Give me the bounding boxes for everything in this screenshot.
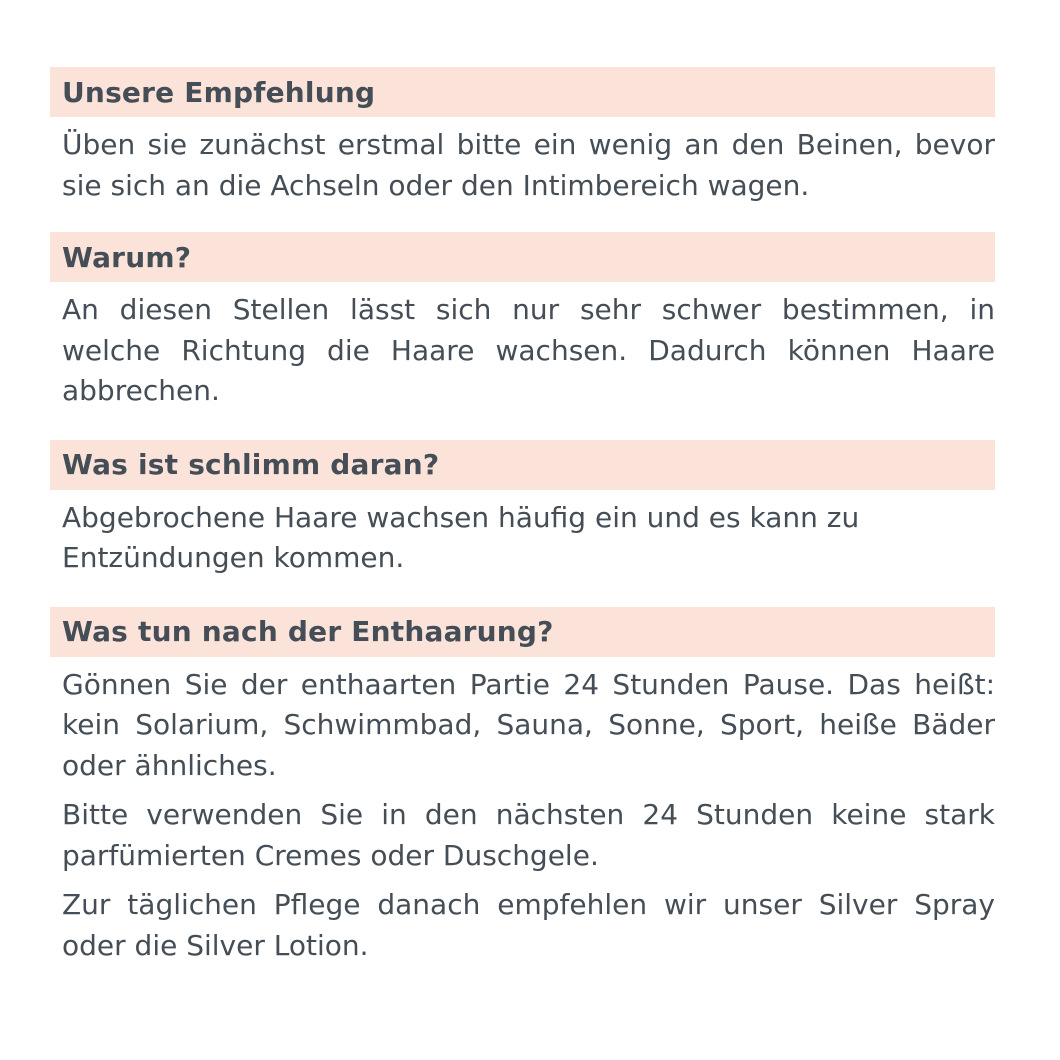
- section-aftercare: [50, 607, 995, 967]
- section-heading: Was tun nach der Enthaarung?: [50, 607, 995, 657]
- section-recommendation: [50, 67, 995, 206]
- paragraph: Gönnen Sie der enthaarten Partie 24 Stunden Pause. Das heißt: kein Solarium, Schwimmbad, Sauna, Sonne, Sport, heiße Bäder oder ähnliches.: [62, 667, 995, 782]
- info-sheet: [50, 67, 995, 966]
- section-body: [50, 665, 995, 967]
- section-body: [50, 125, 995, 206]
- section-whats-bad: [50, 440, 995, 579]
- section-heading: Unsere Empfehlung: [50, 67, 995, 117]
- paragraph: An diesen Stellen lässt sich nur sehr schwer bestimmen, in welche Richtung die Haare wachsen. Dadurch können Haare abbrechen.: [62, 293, 995, 407]
- section-body: [50, 498, 995, 579]
- paragraph: Abgebrochene Haare wachsen häufig ein und es kann zu Entzündungen kommen.: [62, 500, 860, 574]
- section-heading: Was ist schlimm daran?: [50, 440, 995, 490]
- section-why: [50, 232, 995, 412]
- paragraph: Bitte verwenden Sie in den nächsten 24 Stunden keine stark parfümierten Cremes oder Duschgele.: [62, 798, 995, 872]
- section-heading: Warum?: [50, 232, 995, 282]
- paragraph: Üben sie zunächst erstmal bitte ein wenig an den Beinen, bevor sie sich an die Achseln oder den Intimbereich wagen.: [62, 128, 995, 202]
- paragraph: Zur täglichen Pflege danach empfehlen wir unser Silver Spray oder die Silver Lotion.: [62, 888, 995, 962]
- section-body: [50, 290, 995, 412]
